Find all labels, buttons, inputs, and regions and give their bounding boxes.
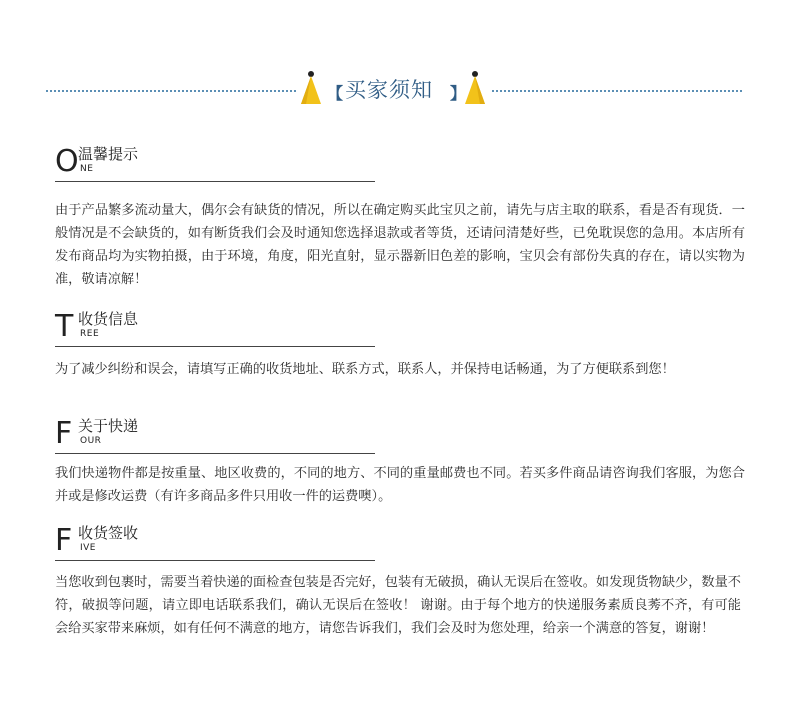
party-hat-icon: [298, 70, 324, 106]
section-title: 关于快递: [78, 417, 139, 435]
section-divider: [55, 453, 375, 454]
dotted-line-left: [46, 90, 296, 92]
section-body: 当您收到包裹时，需要当着快递的面检查包装是否完好，包装有无破损，确认无误后在签收。如发现货物缺少，数量不符，破损等问题，请立即电话联系我们，确认无误后在签收！ 谢谢。由于每个地方的快递服务素质良莠不齐，有可能会给买家带来麻烦，如有任何不满意的地方，请您告诉我们，我们会及时为您处理，给亲一个满意的答复，谢谢！: [55, 575, 741, 636]
page-title: 买家须知: [345, 78, 433, 102]
section-initial: F: [55, 416, 73, 451]
section-tips: [55, 143, 745, 291]
section-initial: F: [55, 523, 73, 558]
section-heading: [55, 143, 745, 183]
section-divider: [55, 560, 375, 561]
section-receipt: [55, 522, 745, 640]
section-heading: [55, 522, 745, 562]
section-shipping: [55, 415, 745, 508]
section-title: 收货签收: [78, 524, 139, 542]
bracket-right: 】: [450, 84, 467, 103]
dotted-line-right: [492, 90, 742, 92]
section-subtitle: OUR: [80, 436, 102, 446]
bracket-left: 【: [327, 84, 344, 103]
section-body: 由于产品繁多流动量大，偶尔会有缺货的情况，所以在确定购买此宝贝之前，请先与店主取的联系，看是否有现货．一般情况是不会缺货的，如有断货我们会及时通知您选择退款或者等货，还请问清楚好些，已免耽误您的急用。本店所有发布商品均为实物拍摄，由于环境，角度，阳光直射，显示器新旧色差的影响，宝贝会有部份失真的存在，请以实物为准，敬请凉解！: [55, 203, 745, 287]
section-title: 温馨提示: [78, 145, 139, 163]
section-delivery-info: [55, 308, 745, 381]
section-initial: T: [55, 309, 74, 344]
section-initial: O: [55, 144, 79, 179]
section-body: 我们快递物件都是按重量、地区收费的，不同的地方、不同的重量邮费也不同。若买多件商品请咨询我们客服，为您合并或是修改运费（有许多商品多件只用收一件的运费噢）。: [55, 466, 745, 504]
section-subtitle: IVE: [80, 543, 96, 553]
section-title: 收货信息: [78, 310, 139, 328]
section-subtitle: REE: [80, 329, 100, 339]
party-hat-icon: [462, 70, 488, 106]
section-subtitle: NE: [80, 164, 94, 174]
section-body: 为了减少纠纷和误会，请填写正确的收货地址、联系方式，联系人，并保持电话畅通，为了方便联系到您！: [55, 362, 675, 377]
section-heading: [55, 415, 745, 455]
section-divider: [55, 181, 375, 182]
notice-header: [0, 60, 790, 120]
section-heading: [55, 308, 745, 348]
section-divider: [55, 346, 375, 347]
